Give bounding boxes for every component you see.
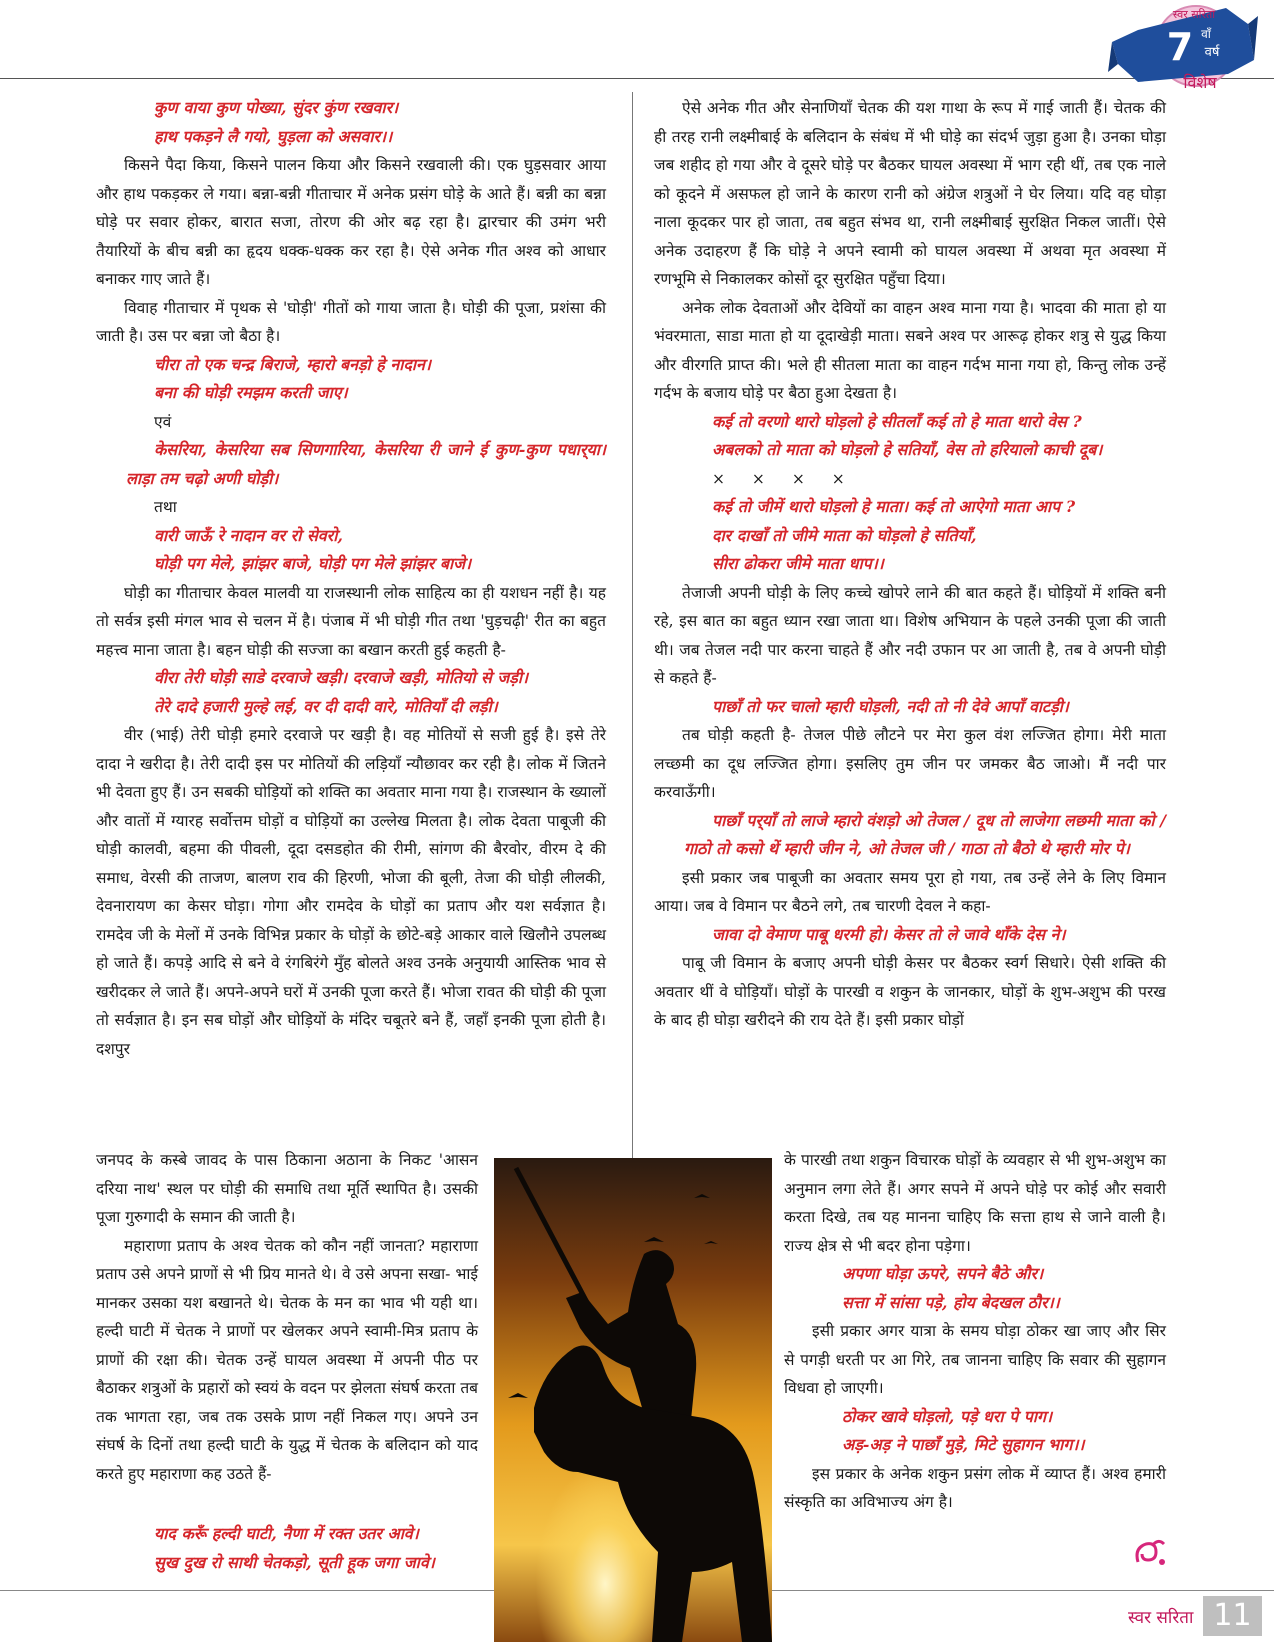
verse-line: चीरा तो एक चन्द्र बिराजे, म्हारो बनड़ो हे नादान।	[154, 354, 431, 374]
body-paragraph: इस प्रकार के अनेक शकुन प्रसंग लोक में व्याप्त हैं। अश्व हमारी संस्कृति का अविभाज्य अंग है।	[784, 1464, 1166, 1511]
header-rule	[0, 78, 1274, 79]
connector-word: एवं	[154, 412, 172, 431]
verse-line: बना की घोड़ी रमझम करती जाए।	[154, 383, 348, 402]
body-paragraph: तेजाजी अपनी घोड़ी के लिए कच्चे खोपरे लाने की बात कहते हैं। घोड़ियों में शक्ति बनी रहे, इस बात का बहुत ध्यान रखा जाता था। विशेष अभियान के पहले उनकी पूजा की जाती थी। जब तेजल नदी पार करना चाहते हैं और नदी उफान पर आ जाती है, तब वे अपनी घोड़ी से कहते हैं-	[654, 583, 1166, 687]
body-paragraph: विवाह गीताचार में पृथक से 'घोड़ी' गीतों को गाया जाता है। घोड़ी की पूजा, प्रशंसा की जाती है। उस पर बन्ना जो बैठा है।	[96, 298, 606, 345]
verse-line: पाछाँ पर्‌याँ तो लाजे म्हारो वंशड़ो ओ तेजल / दूध तो लाजेगा लछमी माता को / गाठो तो कसो थें म्हारी जीन ने, ओ तेजल जी / गाठा तो बैठो थे म्हारी मोर पे।	[684, 810, 1166, 858]
right-column-lower	[784, 1146, 1166, 1517]
verse-line: वारी जाऊँ रे नादान वर रो सेवरो,	[154, 525, 343, 545]
verse-line: याद करूँ हल्दी घाटी, नैणा में रक्त उतर आवे।	[154, 1524, 419, 1543]
verse-line: घोड़ी पग मेले, झांझर बाजे, घोड़ी पग मेले झांझर बाजे।	[154, 554, 472, 573]
verse-line: पाछाँ तो फर चालो म्हारी घोड़ली, नदी तो नी देवे आपाँ वाटड़ी।	[712, 696, 1069, 716]
decorative-ornament-icon	[1130, 1532, 1170, 1572]
body-paragraph: महाराणा प्रताप के अश्व चेतक को कौन नहीं जानता? महाराणा प्रताप उसे अपने प्राणों से भी प्रिय मानते थे। वे उसे अपना सखा- भाई मानकर उसका यश बखानते थे। चेतक के मन का भाव भी यही था। हल्दी घाटी में चेतक ने प्राणों पर खेलकर अपने स्वामी-मित्र प्रताप के प्राणों की रक्षा की। चेतक उन्हें घायल अवस्था में अपनी पीठ पर बैठाकर शत्रुओं के प्रहारों को स्वयं के वदन पर झेलता संघर्ष करता तब तक भागता रहा, जब तक उसके प्राण नहीं निकल गए। अपने उन संघर्ष के दिनों तथा हल्दी घाटी के युद्ध में चेतक के बलिदान को याद करते हुए महाराणा कह उठते हैं-	[96, 1236, 479, 1483]
left-column	[96, 94, 606, 1063]
badge-number: 7	[1166, 25, 1194, 69]
footer-brand: स्वर सरिता	[1128, 1607, 1194, 1628]
body-paragraph: वीर (भाई) तेरी घोड़ी हमारे दरवाजे पर खड़ी है। वह मोतियों से सजी हुई है। इसे तेरे दादा ने खरीदा है। तेरी दादी इस पर मोतियों की लड़ियाँ न्यौछावर कर रही है। लोक में जितने भी देवता हुए हैं। उन सबकी घोड़ियों को शक्ति का अवतार माना गया है। राजस्थान के ख्यालों और वातों में ग्यारह सर्वोत्तम घोड़ों व घोड़ियों का उल्लेख मिलता है। लोक देवता पाबूजी की घोड़ी कालवी, बहमा की पीवली, दूदा दसडहोत की रीमी, सांगण की बैरवोर, वीरम दे की समाध, वेरसी की ताजण, बालण राव की हिरणी, भोजा की बूली, तेजा की घोड़ी लीलकी, देवनारायण का केसर घोड़ा। गोगा और रामदेव के घोड़ों का प्रताप और यश सर्वज्ञात है। रामदेव जी के मेलों में उनके विभिन्न प्रकार के घोड़ों के छोटे-बड़े आकार वाले खिलौने उपलब्ध हो जाते हैं। कपड़े आदि से बने वे रंगबिरंगे मुँह बोलते अश्व उनके अनुयायी आस्तिक भाव से खरीदकर ले जाते हैं। अपने-अपने घरों में उनकी पूजा करते हैं। भोजा रावत की घोड़ी की पूजा तो सर्वज्ञात है। इन सब घोड़ों और घोड़ियों के मंदिर चबूतरे बने हैं, जहाँ इनकी पूजा होती है। दशपुर	[96, 726, 606, 1058]
left-column-lower	[96, 1146, 478, 1488]
right-column	[654, 94, 1166, 1035]
badge-brand: स्वर सरिता	[1172, 8, 1216, 21]
badge-suffix: वाँ	[1201, 27, 1211, 41]
verse-line: केसरिया, केसरिया सब सिणगारिया, केसरिया री जाने ई कुण-कुण पधार्‌या। लाड़ा तम चढ़ो अणी घोड़ी।	[126, 440, 606, 488]
verse-line: तेरे दादे हजारी मुल्हे लई, वर दी दादी वारे, मोतियाँ दी लड़ी।	[154, 696, 498, 716]
body-paragraph: इसी प्रकार जब पाबूजी का अवतार समय पूरा हो गया, तब उन्हें लेने के लिए विमान आया। जब वे विमान पर बैठने लगे, तब चारणी देवल ने कहा-	[654, 868, 1166, 915]
body-paragraph: पाबू जी विमान के बजाए अपनी घोड़ी केसर पर बैठकर स्वर्ग सिधारे। ऐसी शक्ति की अवतार थीं वे घोड़ियाँ। घोड़ों के पारखी व शकुन के जानकार, घोड़ों के शुभ-अशुभ की परख के बाद ही घोड़ा खरीदने की राय देते हैं। इसी प्रकार घोड़ों	[654, 954, 1166, 1029]
warrior-horse-silhouette-photo	[494, 1158, 772, 1642]
verse-line: ठोकर खावे घोड़लो, पड़े धरा पे पाग।	[842, 1406, 1053, 1426]
body-paragraph: अनेक लोक देवताओं और देवियों का वाहन अश्व माना गया है। भादवा की माता हो या भंवरमाता, साडा माता हो या दूदाखेड़ी माता। सबने अश्व पर आरूढ़ होकर शत्रु से युद्ध किया और वीरगति प्राप्त की। भले ही सीतला माता का वाहन गर्दभ माना गया हो, किन्तु लोक उन्हें गर्दभ के बजाय घोड़े पर बैठा हुआ देखता है।	[654, 298, 1166, 402]
page-footer	[1128, 1596, 1262, 1636]
connector-word: तथा	[154, 498, 177, 516]
page-number: 11	[1203, 1596, 1261, 1636]
badge-label: विशेष	[1183, 73, 1217, 92]
verse-line: सीरा ढोकरा जीमे माता धाप।।	[712, 554, 884, 573]
verse-line: दार दाखाँ तो जीमे माता को घोड़लो हे सतियाँ,	[712, 525, 977, 545]
verse-line: कई तो जीमें थारो घोड़लो हे माता। कई तो आऐगो माता आप ?	[712, 497, 1076, 516]
body-paragraph: जनपद के कस्बे जावद के पास ठिकाना अठाना के निकट 'आसन दरिया नाथ' स्थल पर घोड़ी की समाधि तथा मूर्ति स्थापित है। उसकी पूजा गुरुगादी के समान की जाती है।	[96, 1151, 478, 1226]
body-paragraph: तब घोड़ी कहती है- तेजल पीछे लौटने पर मेरा कुल वंश लज्जित होगा। मेरी माता लच्छमी का दूध लज्जित होगा। इसलिए तुम जीन पर जमकर बैठ जाओ। मैं नदी पार करवाऊँगी।	[654, 726, 1166, 801]
body-paragraph: ऐसे अनेक गीत और सेनाणियाँ चेतक की यश गाथा के रूप में गाई जाती हैं। चेतक की ही तरह रानी लक्ष्मीबाई के बलिदान के संबंध में भी घोड़े का संदर्भ जुड़ा हुआ है। उनका घोड़ा जब शहीद हो गया और वे दूसरे घोड़े पर बैठकर घायल अवस्था में भाग रही थीं, तब एक नाले को कूदने में असफल हो जाने के कारण रानी को अंग्रेज शत्रुओं ने घेर लिया। यदि वह घोड़ा नाला कूदकर पार हो जाता, तब बहुत संभव था, रानी लक्ष्मीबाई सुरक्षित निकल जातीं। ऐसे अनेक उदाहरण हैं कि घोड़े ने अपने स्वामी को घायल अवस्था में अथवा मृत अवस्था में रणभूमि से निकालकर कोसों दूर सुरक्षित पहुँचा दिया।	[654, 99, 1166, 288]
verse-line: जावा दो वेमाण पाबू धरमी हो। केसर तो ले जावे थाँके देस ने।	[712, 924, 1066, 944]
verse-line: वीरा तेरी घोड़ी साडे दरवाजे खड़ी। दरवाजे खड़ी, मोतियो से जड़ी।	[154, 668, 529, 687]
body-paragraph: के पारखी तथा शकुन विचारक घोड़ों के व्यवहार से भी शुभ-अशुभ का अनुमान लगा लेते हैं। अगर सपने में अपने घोड़े पर कोई और सवारी करता दिखे, तब यह मानना चाहिए कि सत्ता हाथ से जाने वाली है। राज्य क्षेत्र से भी बदर होना पड़ेगा।	[784, 1151, 1166, 1255]
badge-word: वर्ष	[1204, 45, 1220, 60]
body-paragraph: इसी प्रकार अगर यात्रा के समय घोड़ा ठोकर खा जाए और सिर से पगड़ी धरती पर आ गिरे, तब जानना चाहिए कि सवार की सुहागन विधवा हो जाएगी।	[784, 1322, 1166, 1397]
verse-line: सुख दुख रो साथी चेतकड़ो, सूती हूक जगा जावे।	[154, 1552, 435, 1572]
verse-line: अबलको तो माता को घोड़लो हे सतियाँ, वेस तो हरियालो काची दूब।	[712, 440, 1103, 459]
anniversary-badge	[1108, 2, 1258, 98]
body-paragraph: किसने पैदा किया, किसने पालन किया और किसने रखवाली की। एक घुड़सवार आया और हाथ पकड़कर ले गया। बन्ना-बन्नी गीताचार में अनेक प्रसंग घोड़े के आते हैं। बन्नी का बन्ना घोड़े पर सवार होकर, बारात सजा, तोरण की ओर बढ़ रहा है। द्वारचार की उमंग भरी तैयारियों के बीच बन्नी का हृदय धक्क-धक्क कर रहा है। ऐसे अनेक गीत अश्व को आधार बनाकर गाए जाते हैं।	[96, 156, 606, 288]
section-separator: × × × ×	[712, 469, 847, 488]
body-paragraph: घोड़ी का गीताचार केवल मालवी या राजस्थानी लोक साहित्य का ही यशधन नहीं है। यह तो सर्वत्र इसी मंगल भाव से चलन में है। पंजाब में भी घोड़ी गीत तथा 'घुड़चढ़ी' रीत का बहुत महत्त्व माना जाता है। बहन घोड़ी की सज्जा का बखान करती हुई कहती है-	[96, 583, 606, 659]
verse-line: अपणा घोड़ा ऊपरे, सपने बैठे और।	[842, 1264, 1044, 1283]
verse-line: कुण वाया कुण पोख्या, सुंदर कुंण रखवार।	[154, 98, 399, 117]
verse-line: अड़-अड़ ने पाछाँ मुड़े, मिटे सुहागन भाग।।	[842, 1435, 1085, 1454]
verse-line: हाथ पकड़ने लै गयो, घुड़ला को असवार।।	[154, 126, 393, 146]
verse-line: कई तो वरणो थारो घोड़लो हे सीतलाँ कई तो हे माता थारो वेस ?	[712, 411, 1082, 431]
verse-line: सत्ता में सांसा पड़े, होय बेदखल ठौर।।	[842, 1292, 1060, 1312]
